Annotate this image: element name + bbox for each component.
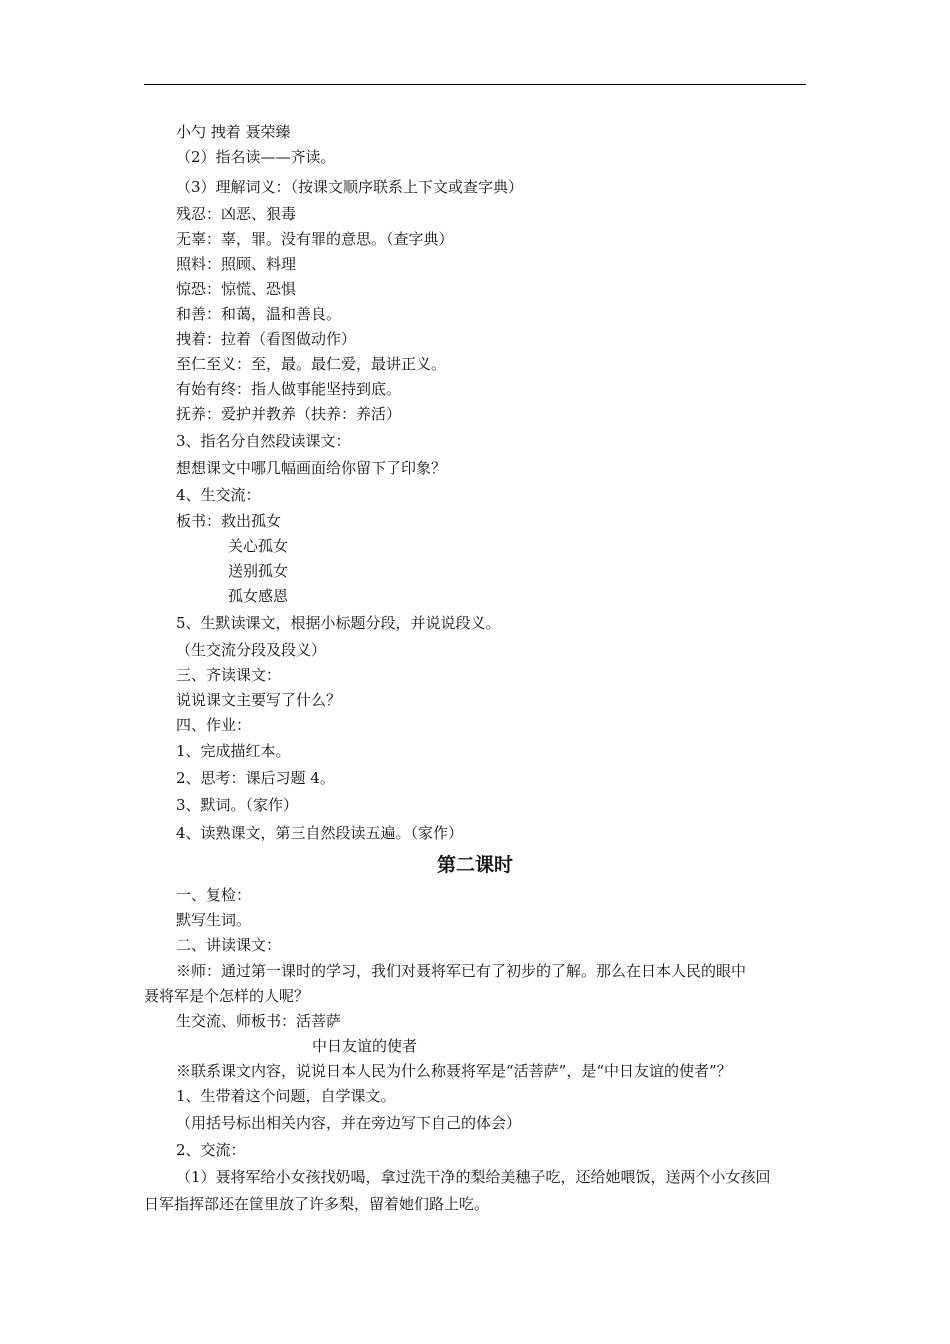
step-5-note: （生交流分段及段义）: [176, 641, 327, 659]
vocab-reading-line: 小勺 拽着 聂荣臻: [176, 123, 291, 141]
word-definition: 拽着：拉着（看图做动作）: [176, 330, 357, 348]
word-definition: 抚养：爱护并教养（扶养：养活）: [176, 405, 402, 423]
step-3-line: 3、指名分自然段读课文：: [176, 432, 351, 450]
homework-item: 3、默词。（家作）: [176, 796, 299, 814]
step-1-note: （用括号标出相关内容，并在旁边写下自己的体会）: [176, 1114, 522, 1132]
board-item: 孤女感恩: [228, 587, 289, 605]
step-1-line: 1、生带着这个问题，自学课文。: [176, 1087, 396, 1105]
homework-item: 2、思考：课后习题 4。: [176, 769, 335, 787]
board-item: 送别孤女: [228, 562, 289, 580]
dictation-line: 默写生词。: [176, 911, 252, 929]
step-read-line: （2）指名读——齐读。: [176, 148, 336, 166]
section-3-question: 说说课文主要写了什么？: [176, 691, 342, 709]
word-definition: 和善：和蔼，温和善良。: [176, 305, 342, 323]
explain-heading: 二、讲读课文：: [176, 936, 282, 954]
paragraph-line-2: 日军指挥部还在筐里放了许多梨，留着她们路上吃。: [144, 1195, 490, 1213]
word-definition: 照料：照顾、料理: [176, 255, 297, 273]
paragraph-line-1: （1）聂将军给小女孩找奶喝，拿过洗干净的梨给美穗子吃，还给她喂饭，送两个小女孩回: [176, 1168, 771, 1186]
review-heading: 一、复检：: [176, 886, 252, 904]
teacher-question-line-2: 聂将军是个怎样的人呢？: [144, 987, 310, 1005]
step-2-line: 2、交流：: [176, 1141, 246, 1159]
step-3-question: 想想课文中哪几幅画面给你留下了印象？: [176, 459, 447, 477]
homework-item: 4、读熟课文，第三自然段读五遍。（家作）: [176, 824, 464, 842]
word-definition: 有始有终：指人做事能坚持到底。: [176, 380, 402, 398]
header-rule: [144, 84, 806, 85]
link-question-line: ※联系课文内容，说说日本人民为什么称聂将军是“活菩萨”，是“中日友谊的使者”？: [176, 1062, 732, 1080]
step-vocab-line: （3）理解词义：（按课文顺序联系上下文或查字典）: [176, 178, 524, 196]
board-writing-item: 中日友谊的使者: [312, 1037, 418, 1055]
word-definition: 无辜：辜，罪。没有罪的意思。（查字典）: [176, 230, 454, 248]
board-writing-line: 生交流、师板书：活菩萨: [176, 1012, 342, 1030]
board-item: 关心孤女: [228, 537, 289, 555]
homework-item: 1、完成描红本。: [176, 742, 291, 760]
section-3-heading: 三、齐读课文：: [176, 666, 282, 684]
step-4-line: 4、生交流：: [176, 486, 261, 504]
word-definition: 残忍：凶恶、狠毒: [176, 205, 297, 223]
step-5-line: 5、生默读课文，根据小标题分段，并说说段义。: [176, 614, 501, 632]
second-lesson-heading: 第二课时: [436, 854, 513, 876]
teacher-question-line-1: ※师：通过第一课时的学习，我们对聂将军已有了初步的了解。那么在日本人民的眼中: [176, 962, 747, 980]
section-4-heading: 四、作业：: [176, 716, 252, 734]
board-label: 板书：救出孤女: [176, 512, 282, 530]
word-definition: 至仁至义：至，最。最仁爱，最讲正义。: [176, 355, 447, 373]
word-definition: 惊恐：惊慌、恐惧: [176, 280, 297, 298]
